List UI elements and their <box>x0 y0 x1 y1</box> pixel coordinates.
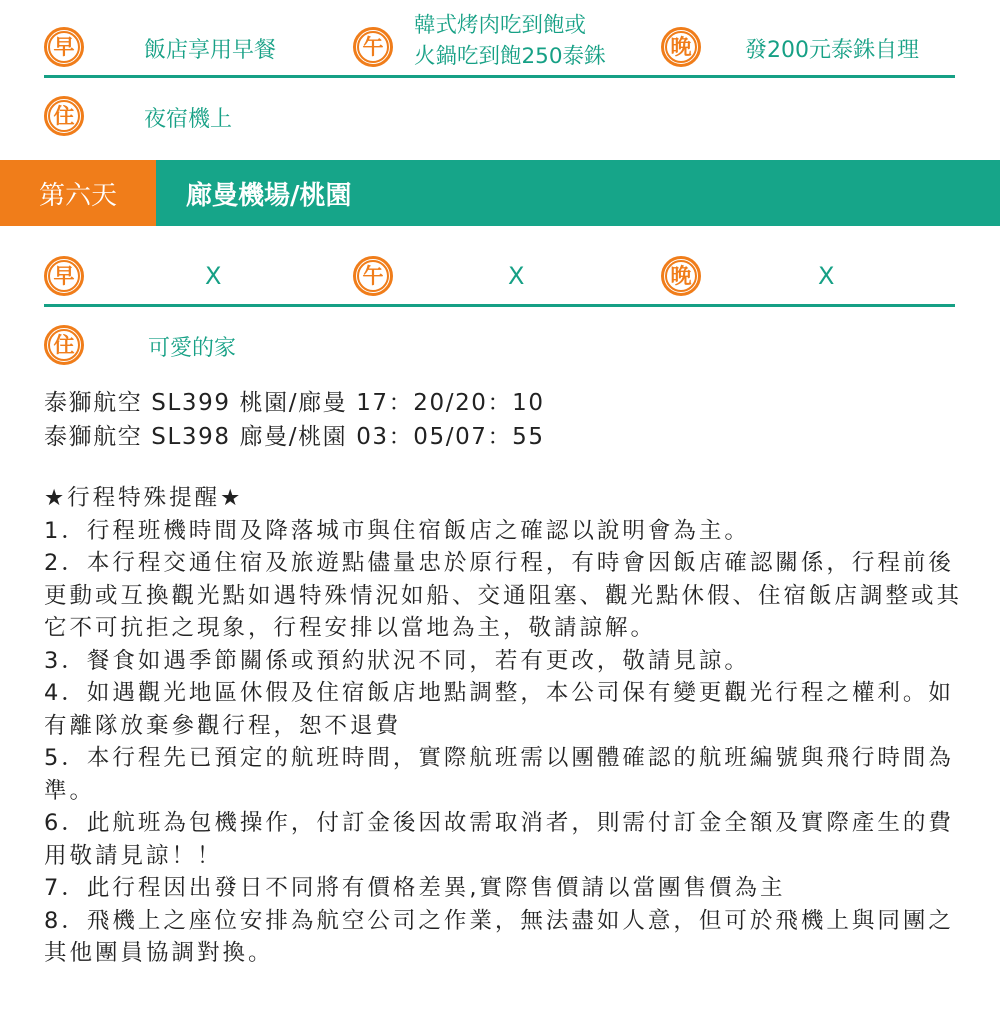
note-item: 8．飛機上之座位安排為航空公司之作業，無法盡如人意，但可於飛機上與同團之其他團員協調對換。 <box>44 907 954 966</box>
divider-line <box>44 75 955 78</box>
breakfast-icon: 早 <box>44 256 84 296</box>
flight-return: 泰獅航空 SL398 廊曼/桃園 03：05/07：55 <box>44 424 545 450</box>
day6-stay: 可愛的家 <box>148 336 237 361</box>
day5-lunch-line2: 火鍋吃到飽250泰銖 <box>414 44 606 69</box>
divider-line <box>44 304 955 307</box>
note-item: 4．如遇觀光地區休假及住宿飯店地點調整，本公司保有變更觀光行程之權利。如有離隊放棄參觀行程，恕不退費 <box>44 680 954 739</box>
day-label: 第六天 <box>0 160 156 226</box>
note-item: 6．此航班為包機操作，付訂金後因故需取消者，則需付訂金全額及實際產生的費用敬請見諒！！ <box>44 810 954 869</box>
note-item: 2．本行程交通住宿及旅遊點儘量忠於原行程，有時會因飯店確認關係，行程前後更動或互換觀光點如遇特殊情況如船、交通阻塞、觀光點休假、住宿飯店調整或其它不可抗拒之現象，行程安排以當地為主，敬請諒解。 <box>44 550 963 641</box>
lunch-icon: 午 <box>353 256 393 296</box>
note-item: 1．行程班機時間及降落城市與住宿飯店之確認以說明會為主。 <box>44 517 750 544</box>
special-notes <box>44 482 964 970</box>
note-item: 7．此行程因出發日不同將有價格差異,實際售價請以當團售價為主 <box>44 875 786 901</box>
day-route: 廊曼機場/桃園 <box>186 180 352 211</box>
flight-outbound: 泰獅航空 SL399 桃園/廊曼 17：20/20：10 <box>44 390 545 416</box>
stay-icon: 住 <box>44 96 84 136</box>
stay-icon: 住 <box>44 325 84 365</box>
day5-dinner: 發200元泰銖自理 <box>745 38 919 63</box>
day5-lunch-line1: 韓式烤肉吃到飽或 <box>414 13 587 38</box>
dinner-icon: 晚 <box>661 256 701 296</box>
breakfast-icon: 早 <box>44 27 84 67</box>
day6-dinner: X <box>818 262 835 290</box>
notes-title: ★行程特殊提醒★ <box>44 485 244 511</box>
note-item: 5．本行程先已預定的航班時間，實際航班需以團體確認的航班編號與飛行時間為準。 <box>44 745 954 804</box>
lunch-icon: 午 <box>353 27 393 67</box>
day6-lunch: X <box>508 262 525 290</box>
dinner-icon: 晚 <box>661 27 701 67</box>
day5-breakfast: 飯店享用早餐 <box>144 38 277 63</box>
day5-stay: 夜宿機上 <box>144 107 233 132</box>
note-item: 3．餐食如遇季節關係或預約狀況不同，若有更改，敬請見諒。 <box>44 647 750 674</box>
day6-breakfast: X <box>205 262 222 290</box>
